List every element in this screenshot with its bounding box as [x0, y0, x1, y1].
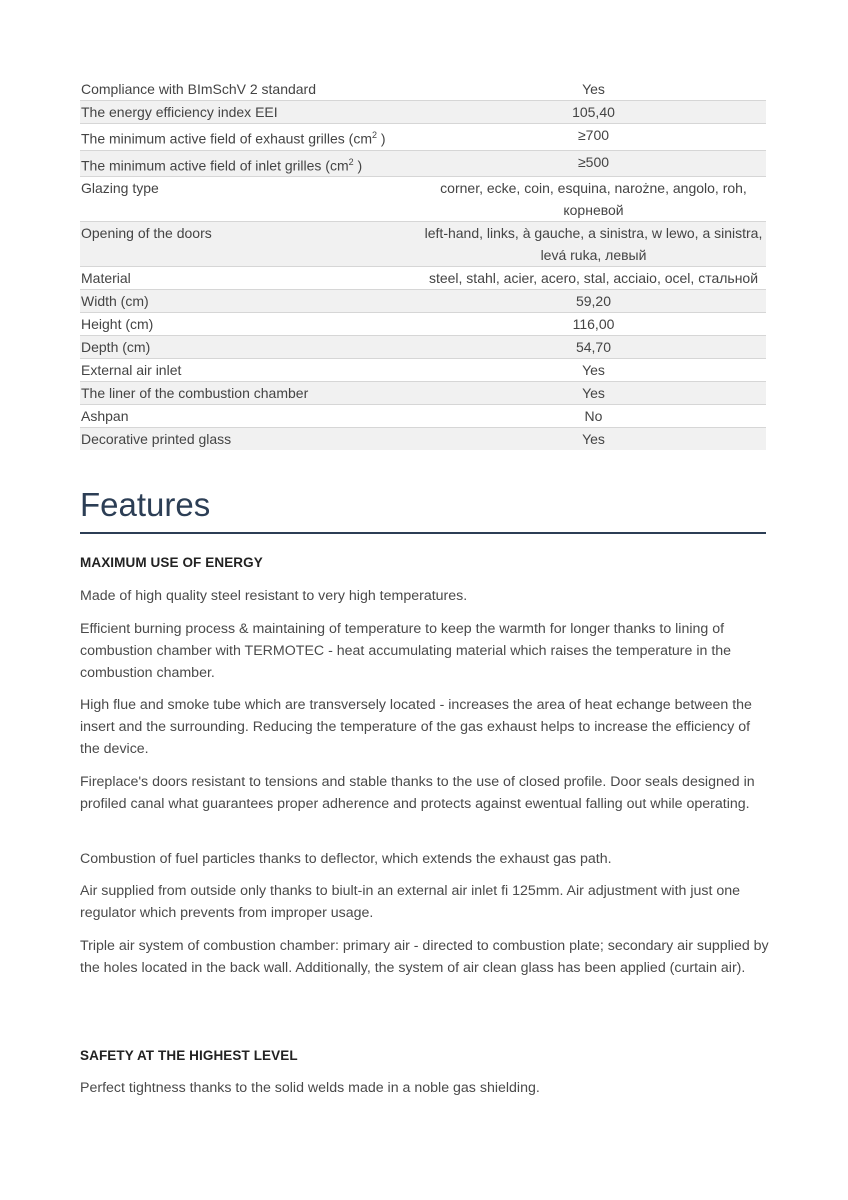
paragraph: Air supplied from outside only thanks to biult-in an external air inlet fi 125mm. Air adjustment with just one regulator which prevents from improper usage. — [80, 883, 741, 921]
spec-value: Yes — [421, 428, 766, 451]
spec-value: corner, ecke, coin, esquina, narożne, angolo, roh, корневой — [421, 177, 766, 222]
paragraph: High flue and smoke tube which are transversely located - increases the area of heat echange between the insert and the surrounding. Reducing the temperature of the gas exhaust helps to increase the efficiency of the device. — [80, 697, 752, 757]
table-row — [80, 313, 766, 336]
spec-label-end: ) — [377, 130, 386, 147]
spec-label: The minimum active field of inlet grilles (cm — [81, 157, 349, 174]
spec-label-end: ) — [353, 157, 363, 174]
spec-value: Yes — [421, 382, 766, 405]
spec-label: Compliance with BImSchV 2 standard — [80, 78, 421, 101]
spec-value: 116,00 — [421, 313, 766, 336]
spec-value: Yes — [421, 359, 766, 382]
paragraph: Fireplace's doors resistant to tensions and stable thanks to the use of closed profile. Door seals designed in profiled canal what guarantees proper adherence and protects against ewentual falling out while operating. — [80, 774, 755, 812]
table-row — [80, 336, 766, 359]
table-row — [80, 177, 766, 222]
table-row — [80, 78, 766, 101]
paragraph: Triple air system of combustion chamber: primary air - directed to combustion plate; secondary air supplied by the holes located in the back wall. Additionally, the system of air clean glass has been applied (curtain air). — [80, 938, 769, 976]
spec-value: 54,70 — [421, 336, 766, 359]
spec-value: Yes — [421, 78, 766, 101]
spec-label: Ashpan — [80, 405, 421, 428]
superscript: 2 — [348, 156, 354, 167]
spec-label: External air inlet — [80, 359, 421, 382]
spec-label: Decorative printed glass — [80, 428, 421, 451]
paragraph: Made of high quality steel resistant to very high temperatures. — [80, 588, 468, 604]
title-divider — [80, 532, 766, 534]
table-row — [80, 267, 766, 290]
section-heading-energy: MAXIMUM USE OF ENERGY — [80, 555, 263, 570]
spec-value: steel, stahl, acier, acero, stal, acciaio, ocel, стальной — [421, 267, 766, 290]
table-row — [80, 290, 766, 313]
paragraph: Perfect tightness thanks to the solid welds made in a noble gas shielding. — [80, 1080, 540, 1096]
section-heading-safety: SAFETY AT THE HIGHEST LEVEL — [80, 1048, 298, 1063]
spec-value: 105,40 — [421, 101, 766, 124]
table-row — [80, 382, 766, 405]
spec-label: Material — [80, 267, 421, 290]
spec-label: Width (cm) — [80, 290, 421, 313]
paragraph: Combustion of fuel particles thanks to deflector, which extends the exhaust gas path. — [80, 851, 612, 867]
table-row — [80, 405, 766, 428]
specification-table — [80, 78, 766, 450]
spec-value: ≥500 — [421, 150, 766, 177]
table-row — [80, 222, 766, 267]
spec-label-cell — [80, 150, 421, 177]
features-title: Features — [80, 486, 211, 523]
table-row — [80, 428, 766, 451]
spec-label: The energy efficiency index EEI — [80, 101, 421, 124]
table-row — [80, 101, 766, 124]
spec-label: Glazing type — [80, 177, 421, 222]
spec-label: Opening of the doors — [80, 222, 421, 267]
table-row — [80, 359, 766, 382]
superscript: 2 — [372, 130, 378, 140]
table-row — [80, 150, 766, 177]
spec-value: 59,20 — [421, 290, 766, 313]
spec-label: Height (cm) — [80, 313, 421, 336]
spec-label: Depth (cm) — [80, 336, 421, 359]
table-row — [80, 124, 766, 151]
spec-label: The liner of the combustion chamber — [80, 382, 421, 405]
spec-value: left-hand, links, à gauche, a sinistra, w lewo, a sinistra, levá ruka, левый — [421, 222, 766, 267]
spec-value: ≥700 — [421, 124, 766, 151]
spec-value: No — [421, 405, 766, 428]
spec-label: The minimum active field of exhaust grilles (cm — [81, 130, 372, 147]
spec-label-cell — [80, 124, 421, 151]
paragraph: Efficient burning process & maintaining of temperature to keep the warmth for longer thanks to lining of combustion chamber with TERMOTEC - heat accumulating material which raises the temperature in the combustion chamber. — [80, 621, 732, 681]
